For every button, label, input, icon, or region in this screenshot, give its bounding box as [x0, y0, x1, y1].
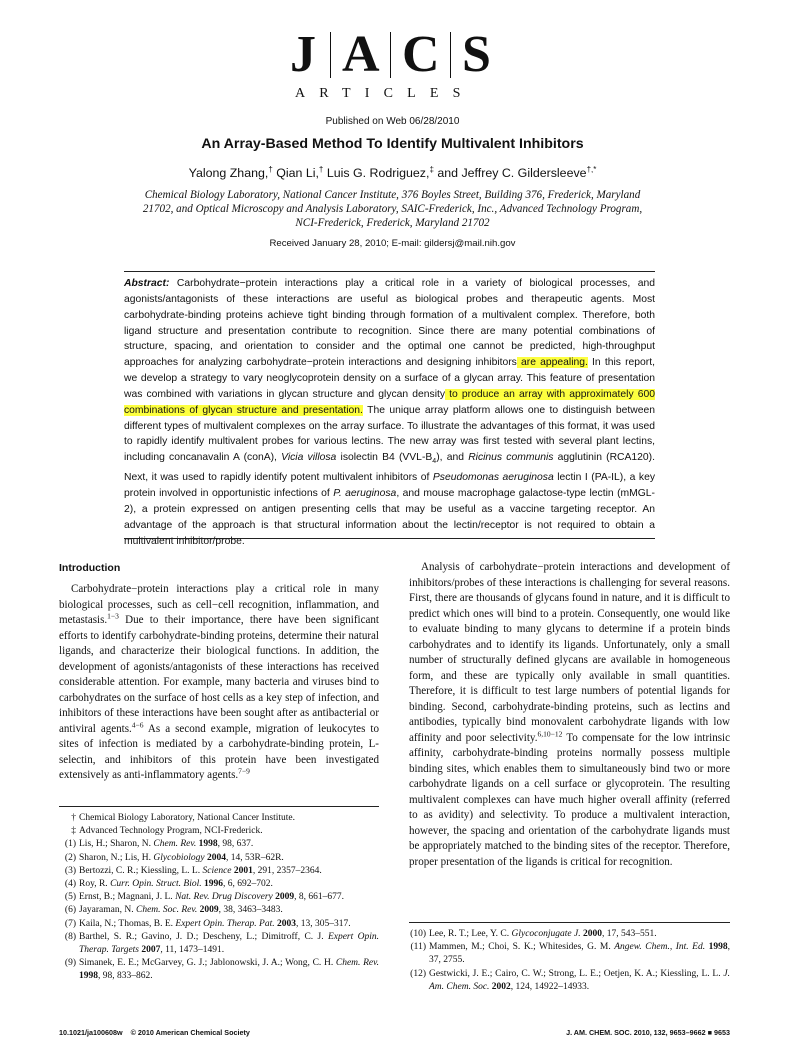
footnote — [409, 928, 730, 941]
abstract — [124, 276, 655, 549]
reference-authors: Lis, H.; Sharon, N. — [79, 839, 154, 850]
journal-name: Chem. Rev. — [335, 958, 379, 969]
footnote — [59, 825, 379, 838]
journal-citation: J. AM. CHEM. SOC. 2010, 132, 9653–9662 — [566, 1028, 706, 1037]
author-name: Yalong Zhang, — [188, 166, 269, 181]
doi: 10.1021/ja100608w — [59, 1028, 123, 1037]
reference-authors: Barthel, S. R.; Gavino, J. D.; Descheny, L.; Dimitroff, C. J. — [79, 931, 328, 942]
affiliation-mark: † — [318, 165, 324, 174]
highlight: to produce an array with approximately 600 combinations of glycan structure and presentation. — [124, 388, 655, 416]
reference-volume-pages: , 37, 2755. — [429, 942, 731, 966]
footnote — [59, 918, 379, 931]
citation-ref: 6,10−12 — [537, 728, 563, 738]
footnote — [409, 941, 730, 967]
reference-year: 2003 — [274, 918, 296, 929]
reference-volume-pages: , 124, 14922–14933. — [510, 981, 590, 992]
reference-volume-pages: , 13, 305–317. — [296, 918, 351, 929]
footnote-marker: (12) — [410, 968, 426, 979]
footnote-marker: (2) — [64, 852, 76, 863]
abstract-text: The unique array platform allows one to distinguish between different types of multivalent complexes on the array surface. To illustrate the advantages of this format, it was used to rapidly identify multivalent probes for various lectins. The new array was first tested with several plant lectins, including concanavalin A (conA), — [124, 404, 655, 464]
paragraph — [59, 582, 379, 784]
author-list — [0, 165, 785, 180]
body-text: Due to their importance, there have been significant efforts to identify carbohydrate-binding proteins, determine their natural ligands, and characterize their biological functions. In addition, the development of agonists/antagonists of these interactions has received considerable attention. For example, many bacteria and viruses bind to carbohydrates on the surface of host cells as a key step of infection, and inhibitors of these interactions have been sought after as antibacterial or antiviral agents. — [59, 614, 379, 735]
journal-name: Chem. Rev. — [153, 839, 197, 850]
body-text: As a second example, migration of leukocytes to sites of infection is mediated by a carbohydrate-binding protein, L-selectin, and inhibitors of this protein have been investigated extensively as anti-inflammatory agents. — [59, 722, 379, 781]
affiliation-mark: †,* — [586, 165, 597, 174]
reference-volume-pages: , 98, 833–862. — [98, 971, 153, 982]
author-name: Qian Li, — [272, 166, 319, 181]
footnote — [59, 891, 379, 904]
reference-year: 2002 — [489, 981, 511, 992]
abstract-text: , and mouse macrophage galactose-type lectin (mMGL-2), a protein expressed on antigen presenting cells that may be useful as a vaccine targeting receptor. An advantage of the approach is that structural information about the lectin/receptor is not required to obtain a multivalent inhibitor/probe. — [124, 488, 655, 547]
footnote-marker: (8) — [64, 931, 76, 942]
reference-volume-pages: , 291, 2357–2364. — [252, 865, 322, 876]
journal-name: J. Am. Chem. Soc. — [429, 968, 730, 992]
footnote-rule — [59, 806, 379, 807]
square-icon: ■ — [707, 1028, 712, 1037]
footnote-text: Advanced Technology Program, NCI-Frederick. — [79, 826, 263, 837]
reference-year: 2007 — [139, 945, 161, 956]
reference-authors: Bertozzi, C. R.; Kiessling, L. L. — [79, 865, 203, 876]
footnote-marker: (1) — [64, 839, 76, 850]
reference-year: 2009 — [272, 892, 295, 903]
copyright: © 2010 American Chemical Society — [130, 1028, 250, 1037]
footnote-marker: (3) — [64, 865, 76, 876]
citation-ref: 7−9 — [238, 766, 250, 776]
journal-logo — [290, 26, 512, 84]
affiliation: Chemical Biology Laboratory, National Cancer Institute, 376 Boyles Street, Building 376, Frederick, Maryland 21702, and Optical Microscopy and Analysis Laboratory, SAIC-Frederick, Inc., Advanced Technology Program, NCI-Frederick, Frederick, Maryland 21702 — [142, 189, 643, 230]
author-name: and Jeffrey C. Gildersleeve — [433, 166, 587, 181]
journal-name: Chem. Soc. Rev. — [135, 905, 198, 916]
reference-volume-pages: , 11, 1473–1491. — [160, 945, 225, 956]
body-column-left — [59, 582, 379, 784]
journal-name: Science — [202, 865, 232, 876]
species-name: Pseudomonas aeruginosa — [432, 472, 554, 484]
reference-volume-pages: , 98, 637. — [217, 839, 254, 850]
logo-letter: S — [462, 26, 491, 83]
reference-volume-pages: , 17, 543–551. — [602, 929, 657, 939]
reference-authors: Kaila, N.; Thomas, B. E. — [79, 918, 176, 929]
author-name: Luis G. Rodriguez, — [323, 166, 430, 181]
citation-ref: 4−6 — [131, 719, 144, 729]
footnote-marker: (6) — [64, 905, 76, 916]
body-text: Analysis of carbohydrate−protein interactions and development of inhibitors/probes of these interactions is challenging for several reasons. First, there are thousands of glycans found in nature, and it is difficult to predict which ones will bind to a protein. Consequently, one would like to evaluate binding to many glycans to determine if a protein binds carbohydrates and to identify its ligands. Unfortunately, only a small number of structurally defined glycans are available in homogeneous form, and these are typically only available in small quantities. Therefore, it is difficult to test large numbers of potential ligands for binding. Second, carbohydrate-binding proteins, such as lectins and antibodies, typically bind monovalent carbohydrate ligands with low affinity and poor selectivity. — [409, 561, 730, 744]
reference-authors: Jayaraman, N. — [79, 905, 136, 916]
reference-volume-pages: , 38, 3463–3483. — [218, 905, 283, 916]
highlight: are appealing. — [516, 357, 588, 369]
footnote-rule — [409, 922, 730, 923]
paragraph — [409, 560, 730, 870]
footnote-marker: (9) — [64, 958, 76, 969]
species-name: Vicia villosa — [281, 452, 337, 464]
affiliation-mark: † — [268, 165, 273, 174]
reference-volume-pages: , 14, 53R–62R. — [225, 852, 284, 863]
logo-letter: A — [342, 26, 380, 83]
footer-right — [566, 1028, 730, 1037]
footnotes-left — [59, 812, 379, 984]
reference-year: 1996 — [201, 879, 224, 890]
footnote-text: Chemical Biology Laboratory, National Cancer Institute. — [79, 813, 295, 823]
abstract-text: lectin I (PA-IL), a key protein involved in opportunistic infections of — [124, 472, 656, 500]
body-column-right — [409, 560, 730, 870]
journal-name: Angew. Chem., Int. Ed. — [614, 942, 706, 953]
journal-name: Curr. Opin. Struct. Biol. — [110, 879, 202, 890]
footnote — [59, 904, 379, 917]
logo-letter: J — [290, 26, 316, 83]
journal-name: Glycobiology — [153, 852, 205, 863]
abstract-bottom-rule — [124, 538, 655, 539]
footnote — [59, 878, 379, 891]
journal-name: Expert Opin. Therap. Targets — [79, 931, 379, 956]
body-text: Carbohydrate−protein interactions play a critical role in many biological processes, such as cell−cell recognition, inflammation, and metastasis. — [59, 583, 379, 626]
article-title: An Array-Based Method To Identify Multivalent Inhibitors — [201, 136, 584, 152]
reference-authors: Roy, R. — [79, 879, 111, 890]
logo-divider — [390, 32, 391, 78]
affiliation-mark: ‡ — [429, 165, 434, 174]
abstract-text: Carbohydrate−protein interactions play a critical role in a variety of biological processes, and agonists/antagonists of these interactions are useful as biological probes and therapeutic agents. Most carbohydrate-binding proteins achieve tight binding through formation of a multivalent complex. Therefore, both ligand structure and presentation contribute to recognition. Since there are many potential combinations of structure, spacing, and orientation to consider and the optimal one cannot be predicted, high-throughput approaches for analyzing carbohydrate−protein interactions and designing inhibitors — [124, 278, 655, 369]
reference-year: 2004 — [204, 852, 226, 863]
reference-year: 2000 — [580, 929, 602, 939]
abstract-top-rule — [124, 271, 655, 272]
footnote — [59, 957, 379, 983]
citation-ref: 1−3 — [107, 611, 119, 621]
abstract-text: isolectin B4 (VVL-B — [336, 452, 433, 464]
reference-authors: Ernst, B.; Magnani, J. L. — [79, 892, 176, 903]
reference-volume-pages: , 6, 692–702. — [223, 879, 273, 890]
body-text: To compensate for the low intrinsic affinity, carbohydrate-binding proteins normally possess multiple binding sites, which enables them to simultaneously bind two or more carbohydrate ligands on a cell surface or glycoprotein. The resulting multivalent complexes can have much higher overall affinity (referred to as avidity) and selectivity. To produce a multivalent interaction, however, the spacing and orientation of the carbohydrate ligands must be appropriately matched to the binding sites of the receptor. Therefore, proper presentation of the ligands is critical for recognition. — [409, 731, 731, 868]
footnote — [59, 852, 379, 865]
footnote-marker: (7) — [64, 918, 76, 929]
footnote — [59, 838, 379, 851]
subscript: 4 — [432, 458, 437, 466]
logo-letter: C — [402, 26, 440, 83]
reference-year: 1998 — [196, 839, 218, 850]
abstract-text: agglutinin (RCA120). Next, it was used to rapidly identify potent multivalent inhibitors of — [124, 452, 656, 484]
reference-authors: Lee, R. T.; Lee, Y. C. — [429, 929, 512, 939]
abstract-label: Abstract: — [124, 278, 170, 289]
reference-authors: Sharon, N.; Lis, H. — [79, 852, 154, 863]
reference-year: 1998 — [705, 942, 728, 953]
footnote — [409, 968, 730, 994]
reference-year: 1998 — [79, 971, 98, 982]
journal-name: Glycoconjugate J. — [511, 929, 581, 939]
footnote-marker: (11) — [410, 942, 426, 953]
reference-year: 2009 — [197, 905, 219, 916]
publication-date: Published on Web 06/28/2010 — [325, 116, 460, 127]
reference-year: 2001 — [231, 865, 253, 876]
journal-name: Expert Opin. Therap. Pat. — [175, 918, 275, 929]
abstract-text: In this report, we develop a strategy to vary neoglycoprotein density on a surface of a glycan array. This feature of presentation was combined with variations in glycan structure and glycan density — [124, 357, 656, 400]
species-name: P. aeruginosa — [333, 488, 397, 500]
species-name: Ricinus communis — [468, 452, 554, 464]
footnote-marker: (10) — [410, 929, 426, 939]
footnote-marker: (5) — [64, 892, 76, 903]
footnote — [59, 865, 379, 878]
footnote-marker: (4) — [64, 879, 76, 890]
received-date: Received January 28, 2010; E-mail: gildersj@mail.nih.gov — [269, 238, 516, 249]
journal-name: Nat. Rev. Drug Discovery — [175, 892, 273, 903]
reference-authors: Mammen, M.; Choi, S. K.; Whitesides, G. M. — [429, 942, 615, 953]
logo-divider — [450, 32, 451, 78]
logo-divider — [330, 32, 331, 78]
reference-authors: Simanek, E. E.; McGarvey, G. J.; Jablonowski, J. A.; Wong, C. H. — [79, 958, 336, 969]
section-label: ARTICLES — [295, 86, 475, 101]
footnotes-right — [409, 928, 730, 994]
footnote-marker: † — [71, 813, 76, 823]
footnote-marker: ‡ — [71, 826, 76, 837]
footnote — [59, 931, 379, 957]
footnote — [59, 812, 379, 825]
reference-authors: Gestwicki, J. E.; Cairo, C. W.; Strong, L. E.; Oetjen, K. A.; Kiessling, L. L. — [429, 968, 724, 979]
page-number: 9653 — [714, 1028, 730, 1037]
reference-volume-pages: , 8, 661–677. — [294, 892, 345, 903]
footer-left — [59, 1028, 250, 1037]
section-heading: Introduction — [59, 562, 121, 574]
abstract-text: ), and — [436, 452, 469, 464]
